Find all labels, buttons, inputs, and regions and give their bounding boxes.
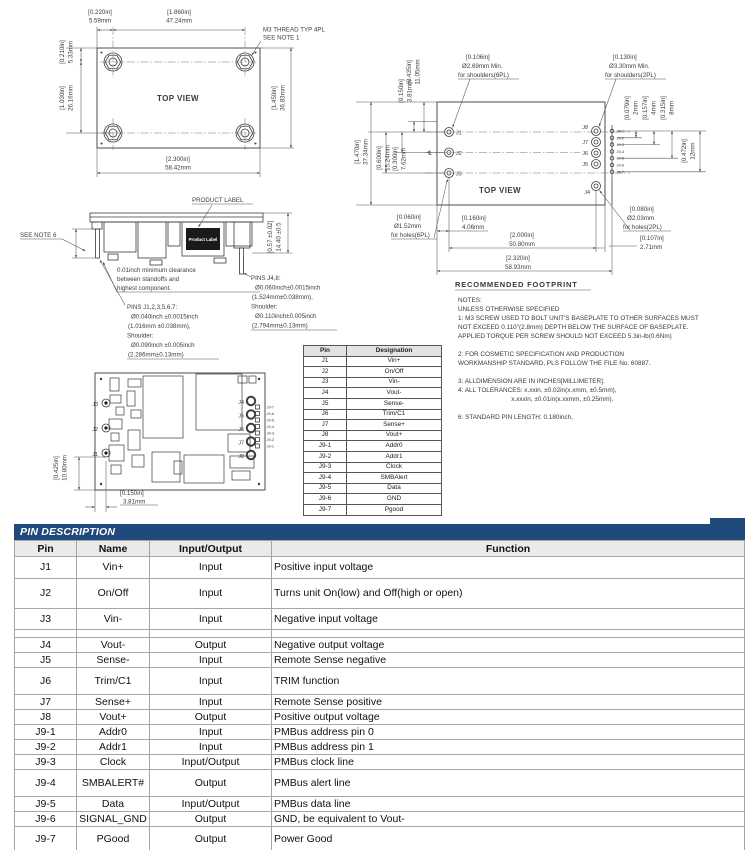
- pin-cell-name: Vout+: [77, 710, 150, 725]
- pin-cell-fn: PMBus alert line: [272, 770, 745, 797]
- note-line: NOTES:: [458, 297, 482, 304]
- pin-cell-name: Data: [77, 797, 150, 812]
- dim-label: 10.80mm: [61, 455, 69, 481]
- pins-small-note: PINS J1,2,3,5,6,7:: [127, 304, 178, 311]
- dim-label: [2.000in]: [510, 232, 534, 239]
- pin-label: J6: [582, 151, 588, 157]
- callout: for shoulders(6PL): [458, 72, 509, 79]
- dim-label: 36.83mm: [279, 85, 287, 111]
- pin-label: J7: [238, 440, 244, 447]
- dim-label: 11.05mm: [414, 59, 422, 85]
- designation-row: [304, 367, 442, 378]
- pins-large-note: Shoulder:: [251, 303, 278, 311]
- note-line: 6: STANDARD PIN LENGTH: 0.180inch,: [458, 414, 573, 421]
- pin-cell-pin: J9-4: [15, 770, 77, 797]
- dim-label: 5.33mm: [67, 40, 75, 64]
- note-line: [458, 368, 699, 377]
- designation-header-row: [304, 346, 442, 357]
- pin-cell-name: Vin-: [77, 609, 150, 630]
- callout: for shoulders(2PL): [605, 72, 656, 79]
- pin-cell-name: Clock: [77, 755, 150, 770]
- note-line: 1: M3 SCREW USED TO BOLT UNIT'S BASEPLATE TO OTHER SURFACES MUST: [458, 315, 699, 322]
- designation-row: [304, 451, 442, 462]
- pin-cell-pin: J5: [15, 653, 77, 668]
- pin-label: J9-5: [266, 417, 275, 423]
- dim-label: [0.210in]: [59, 40, 66, 64]
- pins-large-note: PINS J4,8:: [251, 275, 281, 282]
- pin-cell-fn: PMBus address pin 0: [272, 725, 745, 740]
- designation-row: [304, 462, 442, 473]
- pin-label: J1: [92, 452, 98, 458]
- pin-cell-fn: Turns unit On(low) and Off(high or open): [272, 579, 745, 609]
- pin-cell-fn: TRIM function: [272, 668, 745, 695]
- dim-label: [1.450in]: [271, 86, 278, 110]
- pin-cell-io: Input: [150, 740, 272, 755]
- pin-cell-name: Vout-: [77, 638, 150, 653]
- view-title: TOP VIEW: [156, 94, 200, 103]
- pin-cell-io: Input/Output: [150, 755, 272, 770]
- pins-small-note: (2.286mm±0.13mm): [128, 351, 184, 359]
- pins-small-note: Ø0.040inch ±0.0015inch: [131, 313, 199, 321]
- pin-cell-io: Input: [150, 653, 272, 668]
- dim-label: [1.860in]: [167, 9, 191, 16]
- clearance-note: highest component.: [117, 285, 172, 292]
- dim-label: [0.425in]: [53, 456, 60, 480]
- pcb-pins: [102, 397, 260, 459]
- pin-cell-fn: PMBus clock line: [272, 755, 745, 770]
- designation-row: [304, 494, 442, 505]
- designation-cell: Addr1: [347, 451, 442, 462]
- designation-cell: Vout-: [347, 388, 442, 399]
- pin-label: J9-6: [616, 162, 625, 168]
- pins-small-note: (1.016mm ±0.038mm),: [128, 323, 191, 330]
- pin-cell-io: Output: [150, 827, 272, 850]
- callout: for holes(2PL): [623, 224, 662, 231]
- designation-header-designation: Designation: [347, 346, 442, 357]
- top-view-drawing: [59, 9, 325, 177]
- designation-cell: J7: [304, 420, 347, 431]
- pin-cell-pin: J9-6: [15, 812, 77, 827]
- pin-cell-name: Addr0: [77, 725, 150, 740]
- pin-cell-fn: Remote Sense positive: [272, 695, 745, 710]
- pin-row: [15, 557, 745, 579]
- dim-label: 4mm: [650, 101, 658, 115]
- dim-label: 58.42mm: [165, 164, 191, 172]
- callout: [0.080in]: [630, 206, 654, 213]
- product-label-callout: PRODUCT LABEL: [192, 197, 244, 204]
- dim-label: [0.600in]: [376, 146, 383, 170]
- designation-row: [304, 398, 442, 409]
- pin-row: [15, 740, 745, 755]
- pins-large-note: Ø0.110inch±0.005inch: [255, 313, 317, 320]
- pin-label: J8: [582, 125, 588, 131]
- pin-label: J4: [584, 190, 590, 196]
- designation-table: [303, 345, 442, 516]
- pin-cell-fn: Negative input voltage: [272, 609, 745, 630]
- callout: for holes(6PL): [391, 232, 430, 239]
- designation-cell: GND: [347, 494, 442, 505]
- dimension-lines: [74, 457, 117, 512]
- pin-cell-pin: J9-7: [15, 827, 77, 850]
- dim-label: [0.160in]: [462, 215, 486, 222]
- dim-label: [0.107in]: [640, 235, 664, 242]
- pin-label: J9-3: [616, 142, 625, 148]
- spacer-cell: [77, 630, 150, 638]
- designation-cell: Sense-: [347, 398, 442, 409]
- pin-row: [15, 725, 745, 740]
- designation-row: [304, 388, 442, 399]
- centerlines: [100, 27, 258, 150]
- designation-cell: J6: [304, 409, 347, 420]
- thread-note: M3 THREAD TYP 4PL: [263, 26, 325, 34]
- pin-row: [15, 653, 745, 668]
- designation-row: [304, 441, 442, 452]
- pin-cell-name: Addr1: [77, 740, 150, 755]
- product-label-text: Product Label: [188, 237, 218, 242]
- designation-cell: J9-5: [304, 483, 347, 494]
- pin-cell-fn: PMBus data line: [272, 797, 745, 812]
- dim-label: 58.93mm: [505, 264, 531, 271]
- pin-cell-fn: Positive output voltage: [272, 710, 745, 725]
- designation-cell: J9-7: [304, 504, 347, 515]
- view-title: TOP VIEW: [478, 186, 522, 195]
- pin-cell-name: On/Off: [77, 579, 150, 609]
- note-line: WORKMANSHIP STANDARD, PLS FOLLOW THE FILE No. 60887.: [458, 360, 651, 367]
- pins-large-note: (1.524mm±0.038mm),: [252, 294, 313, 301]
- pin-row: [15, 710, 745, 725]
- pin-cell-io: Output: [150, 638, 272, 653]
- thread-note: SEE NOTE 1: [263, 34, 300, 42]
- dim-label: 7.62mm: [400, 147, 408, 171]
- pin-cell-io: Input: [150, 557, 272, 579]
- callout: Ø1.52mm: [394, 223, 422, 230]
- pins-small-note: Ø0.090inch ±0.005inch: [131, 342, 195, 349]
- pin-label: J9-2: [616, 135, 625, 141]
- pin-row: [15, 638, 745, 653]
- dim-label: [0.220in]: [88, 9, 112, 16]
- pin-cell-io: Output: [150, 812, 272, 827]
- pin-label: J9-5: [616, 155, 625, 161]
- dim-label: 47.24mm: [166, 17, 192, 25]
- dim-label: [0.150in]: [120, 490, 144, 497]
- pin-description-header-row: [15, 541, 745, 557]
- pin-row: [15, 827, 745, 850]
- pin-cell-name: PGood: [77, 827, 150, 850]
- pin-description-title: PIN DESCRIPTION: [14, 524, 745, 540]
- designation-cell: J9-4: [304, 473, 347, 484]
- pin-cell-pin: J6: [15, 668, 77, 695]
- designation-cell: J8: [304, 430, 347, 441]
- callout: [0.130in]: [613, 54, 637, 61]
- pin-label: J9-1: [616, 128, 625, 134]
- pin-label: J9-3: [266, 430, 275, 436]
- designation-cell: Addr0: [347, 441, 442, 452]
- clearance-note: between standoffs and: [117, 276, 180, 283]
- pin-row: [15, 609, 745, 630]
- pin-row: [15, 579, 745, 609]
- designation-row: [304, 356, 442, 367]
- pin-cell-pin: J9-1: [15, 725, 77, 740]
- dim-label: 2.71mm: [640, 244, 663, 251]
- designation-cell: On/Off: [347, 367, 442, 378]
- pin-cell-fn: Positive input voltage: [272, 557, 745, 579]
- pin-label: J2: [456, 151, 462, 157]
- footprint-pins: [445, 127, 614, 191]
- pin-label: J9-6: [266, 411, 275, 416]
- note-line: [458, 341, 699, 350]
- pins-large-note: Ø0.060inch±0.0015inch: [255, 284, 321, 292]
- dim-label: [0.315in]: [660, 96, 667, 120]
- pin-cell-fn: Negative output voltage: [272, 638, 745, 653]
- dim-label: 15.24mm: [384, 145, 392, 171]
- dim-label: [0.300in]: [392, 147, 399, 171]
- pin-cell-pin: J3: [15, 609, 77, 630]
- pin-cell-pin: J1: [15, 557, 77, 579]
- designation-cell: J9-2: [304, 451, 347, 462]
- designation-cell: Pgood: [347, 504, 442, 515]
- pin-description-body: [15, 557, 745, 850]
- dim-label: [0.079in]: [624, 96, 631, 120]
- pin-cell-io: Input: [150, 695, 272, 710]
- pin-label: J5: [582, 162, 588, 168]
- callout: [0.106in]: [466, 54, 490, 61]
- dim-label: [0.435in]: [406, 60, 413, 84]
- pcb-view-drawing: [53, 373, 275, 512]
- dim-label: 5.59mm: [88, 17, 112, 25]
- dim-label: [2.300in]: [166, 156, 190, 163]
- designation-cell: Clock: [347, 462, 442, 473]
- pin-label: J7: [582, 140, 588, 146]
- see-note-callout: SEE NOTE 6: [20, 232, 57, 239]
- dim-label: 4.06mm: [462, 224, 485, 231]
- pin-label: J9-7: [616, 169, 625, 175]
- pin-cell-io: Input: [150, 609, 272, 630]
- dim-label: [1.470in]: [354, 140, 361, 164]
- pin-cell-pin: J9-2: [15, 740, 77, 755]
- pin-label: J2: [92, 427, 98, 433]
- header-io: Input/Output: [150, 541, 272, 557]
- designation-cell: Vin+: [347, 356, 442, 367]
- pin-cell-name: Sense-: [77, 653, 150, 668]
- pin-label: J8: [238, 454, 244, 460]
- footprint-drawing: [354, 54, 706, 290]
- dim-label: [0.57 ±0.02]: [267, 220, 274, 254]
- pin-cell-pin: J7: [15, 695, 77, 710]
- pin-cell-io: Input/Output: [150, 797, 272, 812]
- pin-cell-pin: J9-5: [15, 797, 77, 812]
- designation-cell: J2: [304, 367, 347, 378]
- designation-cell: Data: [347, 483, 442, 494]
- designation-cell: Vin-: [347, 377, 442, 388]
- pin-cell-io: Output: [150, 770, 272, 797]
- note-line: x.xxxin, ±0.01in(x.xxmm, ±0.25mm).: [458, 396, 614, 403]
- designation-row: [304, 409, 442, 420]
- pin-cell-name: Vin+: [77, 557, 150, 579]
- designation-cell: J9-3: [304, 462, 347, 473]
- callout: [0.060in]: [397, 214, 421, 221]
- note-line: 4: ALL TOLERANCES: x.xxin, ±0.02in(x.xmm, ±0.5mm),: [458, 387, 617, 394]
- pin-description-section: [14, 524, 745, 850]
- designation-cell: J3: [304, 377, 347, 388]
- pin-label: J5: [238, 413, 244, 420]
- pin-row: [15, 755, 745, 770]
- dim-label: [2.320in]: [506, 255, 530, 262]
- dim-label: [0.150in]: [398, 79, 405, 103]
- pin-label: J4: [238, 400, 244, 406]
- designation-cell: Sense+: [347, 420, 442, 431]
- pin-label: J3: [456, 171, 462, 178]
- designation-cell: Trim/C1: [347, 409, 442, 420]
- pin-cell-pin: J2: [15, 579, 77, 609]
- pins-small-note: Shoulder:: [127, 332, 154, 340]
- note-line: NOT EXCEED 0.110"(2.8mm) DEPTH BELOW THE SURFACE OF BASEPLATE.: [458, 324, 689, 331]
- dim-label: [0.157in]: [642, 96, 649, 120]
- dim-label: 3.81mm: [123, 498, 146, 506]
- designation-cell: SMBAlert: [347, 473, 442, 484]
- callout: Ø2.03mm: [627, 215, 655, 222]
- pin-label: J9-4: [266, 424, 275, 429]
- dim-label: 8mm: [668, 101, 676, 115]
- dim-label: 3.81mm: [406, 79, 414, 103]
- pin-cell-fn: GND, be equivalent to Vout-: [272, 812, 745, 827]
- pin-cell-io: Input: [150, 579, 272, 609]
- pins-large-note: (2.794mm±0.13mm): [252, 322, 308, 330]
- dim-label: [0.472in]: [681, 139, 688, 163]
- designation-cell: J9-6: [304, 494, 347, 505]
- dim-label: 37.34mm: [362, 139, 370, 165]
- note-line: UNLESS OTHERWISE SPECIFIED: [458, 306, 560, 313]
- pin-label: J9-2: [266, 437, 275, 442]
- dim-label: 14.40 ±0.5: [275, 222, 283, 252]
- pin-cell-io: Output: [150, 710, 272, 725]
- pin-row: [15, 770, 745, 797]
- designation-row: [304, 420, 442, 431]
- callout: Ø3.30mm Min.: [609, 63, 650, 70]
- note-line: [458, 404, 699, 413]
- pin-cell-pin: J4: [15, 638, 77, 653]
- pin-row: [15, 668, 745, 695]
- spacer-cell: [15, 630, 77, 638]
- header-pin: Pin: [15, 541, 77, 557]
- pin-row: [15, 812, 745, 827]
- note-line: APPLIED TORQUE PER SCREW SHOULD NOT EXCEED 5.3in-lb(0.6Nm): [458, 333, 672, 340]
- pin-row: [15, 797, 745, 812]
- footprint-caption: RECOMMENDED FOOTPRINT: [455, 280, 578, 289]
- header-name: Name: [77, 541, 150, 557]
- clearance-note: 0.01inch minimum clearance: [117, 267, 196, 274]
- designation-cell: J9-1: [304, 441, 347, 452]
- pin-description-table: [14, 540, 745, 850]
- designation-cell: J1: [304, 356, 347, 367]
- spacer-cell: [150, 630, 272, 638]
- pin-cell-fn: PMBus address pin 1: [272, 740, 745, 755]
- drawing-notes: [458, 296, 699, 422]
- callout: Ø2.69mm Min.: [462, 63, 503, 70]
- designation-cell: J5: [304, 398, 347, 409]
- pin-cell-name: Sense+: [77, 695, 150, 710]
- pin-cell-name: SIGNAL_GND: [77, 812, 150, 827]
- pin-label: J9-1: [266, 443, 275, 449]
- centerline-symbol: ℄: [428, 150, 432, 157]
- designation-table-body: [304, 356, 442, 515]
- spacer-row: [15, 630, 745, 638]
- note-line: 3: ALLDIMENSION ARE IN INCHES[MILLIMETER].: [458, 378, 605, 385]
- dim-label: 2mm: [632, 101, 640, 115]
- designation-cell: J4: [304, 388, 347, 399]
- dim-label: [1.030in]: [59, 86, 66, 110]
- pin-row: [15, 695, 745, 710]
- designation-row: [304, 483, 442, 494]
- designation-row: [304, 504, 442, 515]
- pin-label: J6: [238, 427, 244, 433]
- pin-label: J3: [92, 402, 98, 408]
- pin-cell-io: Input: [150, 725, 272, 740]
- pin-label: J1: [456, 130, 462, 137]
- note-line: 2: FOR COSMETIC SPECIFICATION AND PRODUCTION: [458, 351, 625, 358]
- pin-cell-fn: Remote Sense negative: [272, 653, 745, 668]
- designation-row: [304, 473, 442, 484]
- pin-cell-pin: J9-3: [15, 755, 77, 770]
- pin-cell-io: Input: [150, 668, 272, 695]
- dim-label: 50.80mm: [509, 241, 535, 248]
- designation-header-pin: Pin: [304, 346, 347, 357]
- header-function: Function: [272, 541, 745, 557]
- designation-row: [304, 430, 442, 441]
- dim-label: 26.16mm: [67, 85, 75, 111]
- designation-cell: Vout+: [347, 430, 442, 441]
- pin-cell-pin: J8: [15, 710, 77, 725]
- pcb-components: [109, 374, 256, 483]
- dim-label: 12mm: [689, 142, 697, 160]
- pin-label: J9-4: [616, 148, 625, 154]
- pin-cell-fn: Power Good: [272, 827, 745, 850]
- pin-label: J9-7: [266, 404, 275, 410]
- pin-cell-name: Trim/C1: [77, 668, 150, 695]
- designation-row: [304, 377, 442, 388]
- pin-cell-name: SMBALERT#: [77, 770, 150, 797]
- spacer-cell: [272, 630, 745, 638]
